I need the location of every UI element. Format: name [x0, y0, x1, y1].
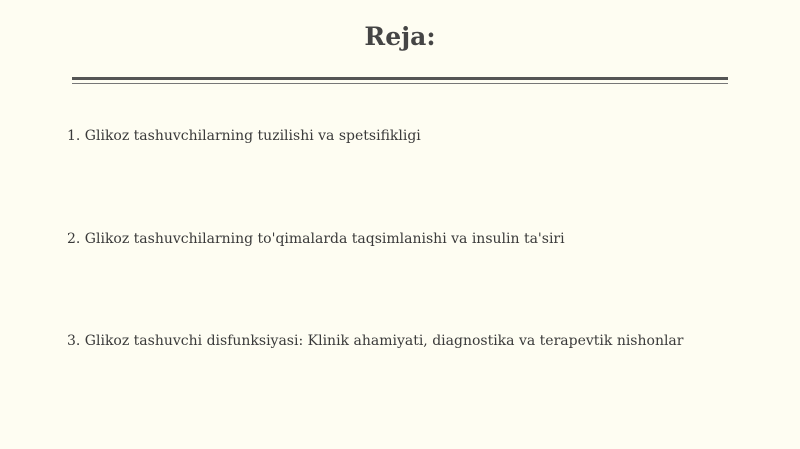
title-divider-thick — [72, 77, 728, 80]
title-divider-thin — [72, 83, 728, 84]
slide-title: Reja: — [364, 22, 436, 51]
plan-item: 1. Glikoz tashuvchilarning tuzilishi va spetsifikligi — [67, 128, 421, 144]
plan-item: 2. Glikoz tashuvchilarning to'qimalarda taqsimlanishi va insulin ta'siri — [67, 231, 565, 247]
plan-item: 3. Glikoz tashuvchi disfunksiyasi: Klinik ahamiyati, diagnostika va terapevtik nishonlar — [67, 333, 684, 349]
